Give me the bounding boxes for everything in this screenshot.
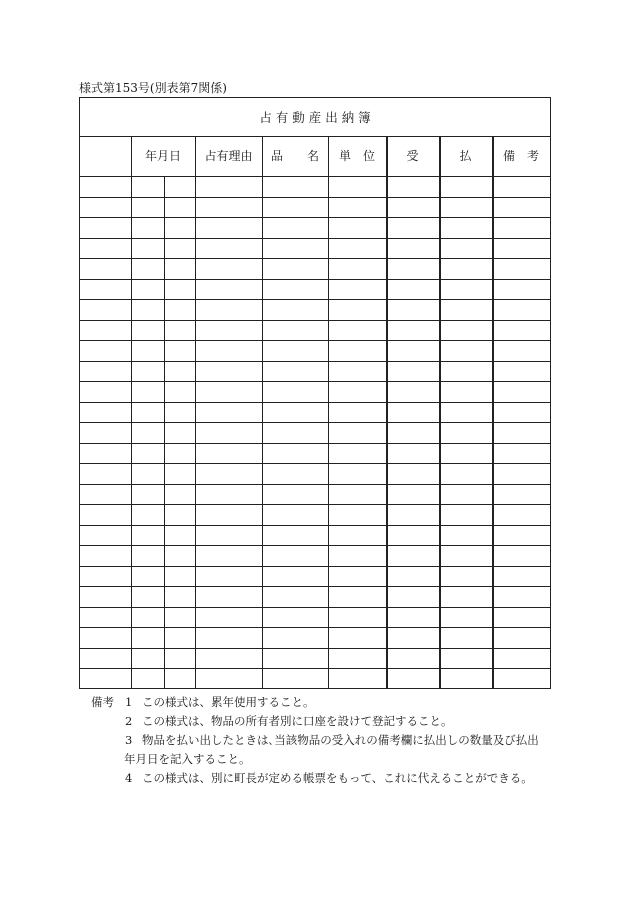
- header-cell-unit: 単 位: [338, 149, 375, 163]
- col-divider: [195, 137, 196, 688]
- note-item-3: [91, 731, 561, 750]
- row-rule: [80, 566, 550, 567]
- note-text-continued: 年月日を記入すること。: [124, 752, 251, 766]
- note-number: 4: [125, 771, 133, 785]
- row-rule: [80, 320, 550, 321]
- row-rule: [80, 668, 550, 669]
- row-rule: [80, 525, 550, 526]
- notes-section: [91, 693, 561, 788]
- note-number: 2: [125, 714, 133, 728]
- col-divider-thick: [439, 137, 441, 688]
- note-text: この様式は、物品の所有者別に口座を設けて登記すること。: [142, 714, 453, 728]
- row-rule: [80, 381, 550, 382]
- header-cell-remarks: 備 考: [502, 149, 539, 163]
- row-rule: [80, 586, 550, 587]
- row-rule: [80, 238, 550, 239]
- form-number-label: 様式第153号(別表第7関係): [79, 81, 227, 95]
- header-rule: [80, 176, 550, 177]
- row-rule: [80, 545, 550, 546]
- col-divider-thick: [492, 137, 494, 688]
- row-rule: [80, 197, 550, 198]
- note-number: 3: [125, 733, 133, 747]
- note-item-3-continued: [91, 750, 561, 769]
- row-rule: [80, 504, 550, 505]
- header-cell-date: 年月日: [144, 149, 181, 163]
- col-divider: [328, 137, 329, 688]
- note-item-1: [91, 693, 561, 712]
- row-rule: [80, 607, 550, 608]
- row-rule: [80, 361, 550, 362]
- note-item-2: [91, 712, 561, 731]
- note-text: この様式は、累年使用すること。: [142, 695, 315, 709]
- col-divider: [131, 137, 132, 688]
- row-rule: [80, 299, 550, 300]
- row-rule: [80, 627, 550, 628]
- row-rule: [80, 422, 550, 423]
- row-rule: [80, 648, 550, 649]
- col-divider: [262, 137, 263, 688]
- note-number: 1: [125, 695, 133, 709]
- header-cell-receive: 受: [406, 149, 419, 163]
- row-rule: [80, 258, 550, 259]
- row-rule: [80, 340, 550, 341]
- row-rule: [80, 217, 550, 218]
- note-text: この様式は、別に町長が定める帳票をもって、これに代えることができる。: [142, 771, 533, 785]
- header-cell-pay: 払: [459, 149, 472, 163]
- date-subcolumn-divider: [164, 176, 165, 688]
- note-item-4: [91, 769, 561, 788]
- col-divider-thick: [386, 137, 388, 688]
- header-cell-item: 品 名: [270, 149, 319, 163]
- header-cell-reason: 占有理由: [204, 149, 253, 163]
- row-rule: [80, 402, 550, 403]
- row-rule: [80, 463, 550, 464]
- row-rule: [80, 484, 550, 485]
- notes-label: 備考: [91, 695, 114, 709]
- row-rule: [80, 279, 550, 280]
- ledger-title: 占 有 動 産 出 納 簿: [80, 98, 550, 137]
- row-rule: [80, 443, 550, 444]
- note-text: 物品を払い出したときは､当該物品の受入れの備考欄に払出しの数量及び払出: [142, 733, 539, 747]
- header-cell-blank: [80, 137, 131, 176]
- ledger-table: [79, 97, 551, 689]
- ledger-grid: [80, 137, 550, 688]
